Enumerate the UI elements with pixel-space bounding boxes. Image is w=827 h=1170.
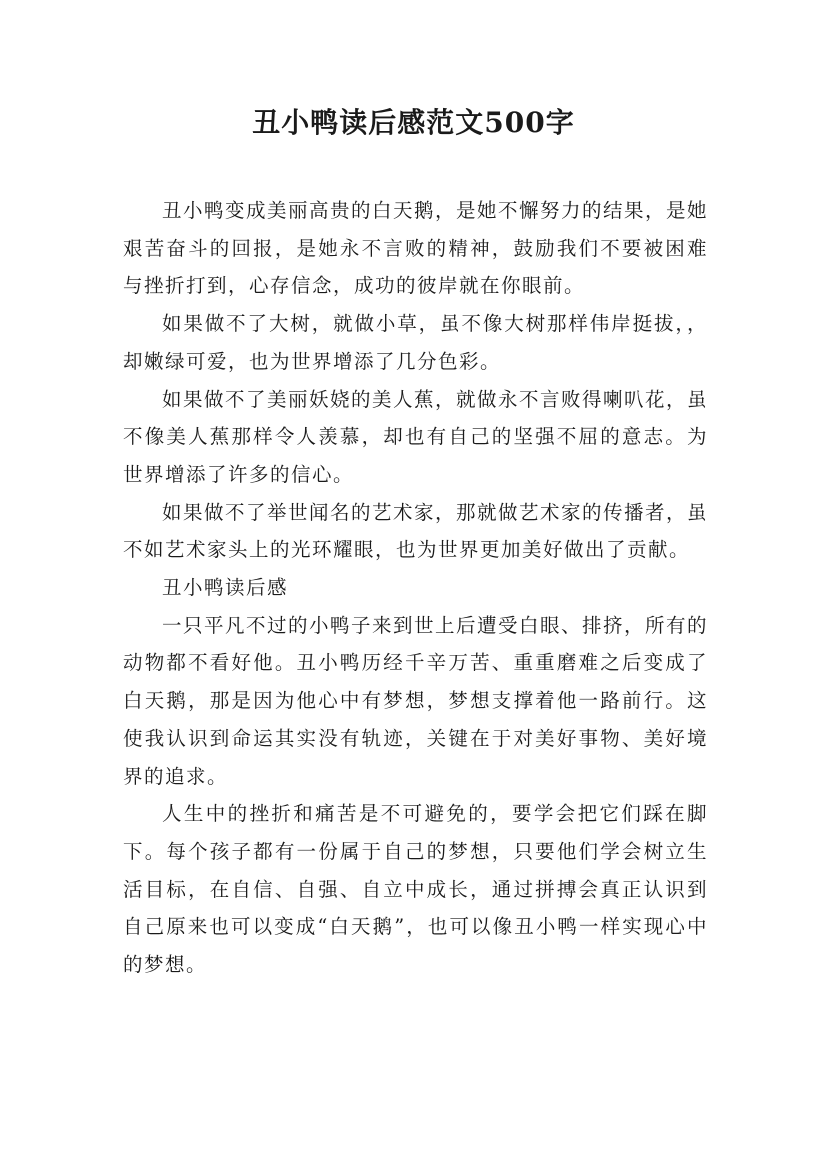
paragraph-4: 如果做不了举世闻名的艺术家，那就做艺术家的传播者，虽不如艺术家头上的光环耀眼，也为世界更加美好做出了贡献。 [123,500,709,562]
document-body [123,192,708,984]
document-title: 丑小鸭读后感范文500字 [252,106,575,139]
paragraph-5: 一只平凡不过的小鸭子来到世上后遭受白眼、排挤，所有的动物都不看好他。丑小鸭历经千辛万苦、重重磨难之后变成了白天鹅，那是因为他心中有梦想，梦想支撑着他一路前行。这使我认识到命运其实没有轨迹，关键在于对美好事物、美好境界的追求。 [123,613,709,788]
section-heading: 丑小鸭读后感 [162,576,289,600]
paragraph-3: 如果做不了美丽妖娆的美人蕉，就做永不言败得喇叭花，虽不像美人蕉那样令人羡慕，却也有自己的坚强不屈的意志。为世界增添了许多的信心。 [123,387,709,486]
paragraph-6: 人生中的挫折和痛苦是不可避免的，要学会把它们踩在脚下。每个孩子都有一份属于自己的梦想，只要他们学会树立生活目标，在自信、自强、自立中成长，通过拼搏会真正认识到自己原来也可以变成“白天鹅”，也可以像丑小鸭一样实现心中的梦想。 [123,802,708,977]
paragraph-2: 如果做不了大树，就做小草，虽不像大树那样伟岸挺拔，，却嫩绿可爱，也为世界增添了几分色彩。 [123,312,708,373]
paragraph-1: 丑小鸭变成美丽高贵的白天鹅，是她不懈努力的结果，是她艰苦奋斗的回报，是她永不言败的精神，鼓励我们不要被困难与挫折打到，心存信念，成功的彼岸就在你眼前。 [123,199,709,298]
